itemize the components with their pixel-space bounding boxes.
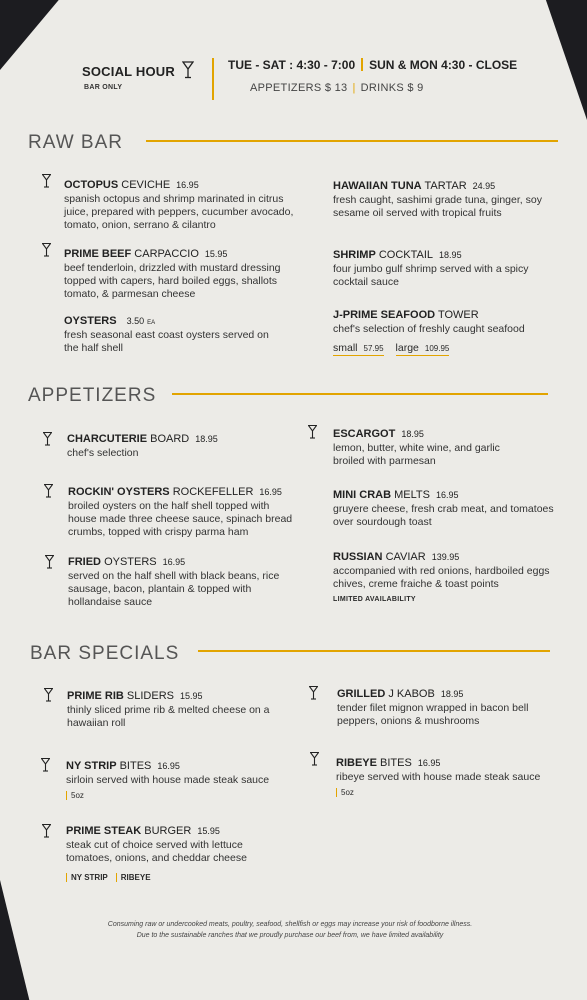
price-divider: | bbox=[352, 82, 356, 94]
appetizers-price: APPETIZERS $ 13 bbox=[250, 82, 348, 94]
social-hour-title: SOCIAL HOUR bbox=[82, 64, 175, 79]
item-name-bold: ROCKIN' OYSTERS bbox=[68, 486, 170, 498]
item-name: ROCKEFELLER bbox=[172, 486, 254, 498]
item-name-bold: PRIME RIB bbox=[67, 690, 124, 702]
item-price: 139.95 bbox=[431, 552, 460, 562]
item-name: MELTS bbox=[394, 489, 430, 501]
item-price: 16.95 bbox=[259, 487, 282, 497]
item-name: BURGER bbox=[144, 825, 192, 837]
hours-sun-mon: SUN & MON 4:30 - CLOSE bbox=[369, 58, 518, 72]
cocktail-glass-icon bbox=[44, 484, 53, 498]
cocktail-glass-icon bbox=[41, 758, 50, 772]
item-description: sirloin served with house made steak sauce bbox=[66, 774, 270, 786]
item-price: 24.95 bbox=[472, 181, 496, 191]
social-prices bbox=[250, 82, 424, 94]
item-price: 18.95 bbox=[195, 434, 218, 444]
menu-item-russian-caviar bbox=[333, 551, 563, 603]
item-price: 16.95 bbox=[162, 557, 186, 567]
menu-item-prime-beef-carpaccio bbox=[64, 248, 304, 301]
item-description: served on the half shell with black beans, rice sausage, bacon, plantain & topped with hollandaise sauce bbox=[68, 570, 280, 608]
item-price: 16.95 bbox=[157, 761, 180, 771]
cocktail-glass-icon bbox=[182, 61, 194, 79]
item-name: SLIDERS bbox=[126, 690, 174, 702]
item-name-bold: GRILLED bbox=[337, 688, 386, 700]
item-description: accompanied with red onions, hardboiled eggs chives, creme fraiche & toast points bbox=[333, 565, 550, 590]
bar-specials-heading: BAR SPECIALS bbox=[30, 643, 180, 664]
footer-line-2: Due to the sustainable ranches that we proudly purchase our beef from, we have limited availability bbox=[136, 932, 444, 939]
item-name-bold: RIBEYE bbox=[336, 757, 377, 769]
tower-small-price: 57.95 bbox=[363, 344, 384, 353]
menu-item-shrimp-cocktail bbox=[333, 249, 533, 289]
hours-tue-sat: TUE - SAT : 4:30 - 7:00 bbox=[228, 58, 356, 72]
item-description: spanish octopus and shrimp marinated in citrus juice, prepared with peppers, cucumber avocado, tomato, onion, serrano & cilantro bbox=[64, 193, 294, 231]
portion-tag: 5oz bbox=[336, 788, 354, 797]
cut-option-ny-strip: NY STRIP bbox=[66, 873, 108, 882]
item-name: BITES bbox=[119, 760, 152, 772]
item-name: OYSTERS bbox=[104, 556, 157, 568]
item-name: COCKTAIL bbox=[378, 249, 434, 261]
cocktail-glass-icon bbox=[310, 752, 319, 766]
cocktail-glass-icon bbox=[42, 243, 51, 257]
hours-divider bbox=[361, 58, 363, 71]
item-price-unit: EA bbox=[147, 320, 156, 326]
item-description: beef tenderloin, drizzled with mustard dressing topped with capers, hard boiled eggs, shallots tomato, & parmesan cheese bbox=[64, 262, 281, 300]
menu-item-rockin-oysters bbox=[68, 486, 293, 539]
cocktail-glass-icon bbox=[308, 425, 317, 439]
item-name-bold: CHARCUTERIE bbox=[67, 433, 148, 445]
item-name: BOARD bbox=[150, 433, 190, 445]
item-description: tender filet mignon wrapped in bacon bell peppers, onions & mushrooms bbox=[337, 702, 529, 727]
item-name-bold: OCTOPUS bbox=[64, 179, 119, 191]
bar-specials-rule bbox=[198, 650, 550, 652]
item-description: thinly sliced prime rib & melted cheese on a hawaiian roll bbox=[67, 704, 270, 729]
item-name: CEVICHE bbox=[121, 179, 171, 191]
item-price: 18.95 bbox=[440, 689, 464, 699]
footer-disclaimer bbox=[80, 919, 500, 941]
item-name: CAVIAR bbox=[385, 551, 426, 563]
item-description: fresh seasonal east coast oysters served on the half shell bbox=[64, 329, 269, 354]
item-name-bold: SHRIMP bbox=[333, 249, 376, 261]
item-name-bold: FRIED bbox=[68, 556, 101, 568]
menu-item-ribeye-bites bbox=[336, 757, 556, 797]
menu-item-hawaiian-tuna bbox=[333, 180, 558, 220]
item-name-bold: PRIME STEAK bbox=[66, 825, 142, 837]
item-name-bold: OYSTERS bbox=[64, 315, 117, 327]
item-name: TARTAR bbox=[424, 180, 467, 192]
item-description: chef's selection bbox=[67, 447, 139, 459]
item-name: BITES bbox=[380, 757, 412, 769]
tower-size-small: small 57.95 bbox=[333, 342, 384, 354]
item-description: fresh caught, sashimi grade tuna, ginger, soy sesame oil served with tropical fruits bbox=[333, 194, 542, 219]
item-name-bold: MINI CRAB bbox=[333, 489, 392, 501]
item-name-bold: RUSSIAN bbox=[333, 551, 383, 563]
limited-availability-note: LIMITED AVAILABILITY bbox=[333, 596, 416, 603]
cocktail-glass-icon bbox=[44, 688, 53, 702]
menu-item-escargot bbox=[333, 428, 533, 468]
item-description: gruyere cheese, fresh crab meat, and tomatoes over sourdough toast bbox=[333, 503, 554, 528]
menu-item-prime-steak-burger bbox=[66, 825, 281, 882]
menu-item-charcuterie bbox=[67, 433, 267, 460]
raw-bar-heading: RAW BAR bbox=[28, 132, 123, 153]
menu-item-fried-oysters bbox=[68, 556, 290, 609]
item-price: 15.95 bbox=[179, 691, 203, 701]
menu-item-octopus-ceviche bbox=[64, 179, 309, 232]
item-description: broiled oysters on the half shell topped with house made three cheese sauce, spinach bread crumbs, topped with crispy parma ham bbox=[68, 500, 293, 538]
item-name-bold: ESCARGOT bbox=[333, 428, 396, 440]
item-name-bold: HAWAIIAN TUNA bbox=[333, 180, 422, 192]
cut-option-ribeye: RIBEYE bbox=[116, 873, 151, 882]
item-name-bold: J-PRIME SEAFOOD bbox=[333, 309, 436, 321]
item-name-bold: NY STRIP bbox=[66, 760, 117, 772]
item-price: 16.95 bbox=[435, 490, 459, 500]
item-description: chef's selection of freshly caught seafood bbox=[333, 323, 525, 335]
drinks-price: DRINKS $ 9 bbox=[360, 82, 424, 94]
menu-item-grilled-j-kabob bbox=[337, 688, 557, 728]
item-description: ribeye served with house made steak sauce bbox=[336, 771, 541, 783]
item-price: 18.95 bbox=[439, 250, 462, 260]
tower-size-large: large 109.95 bbox=[395, 342, 450, 354]
header-divider bbox=[212, 58, 214, 100]
menu-item-mini-crab-melts bbox=[333, 489, 558, 529]
item-price: 16.95 bbox=[176, 180, 199, 190]
item-price: 3.50 bbox=[126, 316, 145, 326]
portion-tag: 5oz bbox=[66, 791, 84, 800]
menu-item-ny-strip-bites bbox=[66, 760, 286, 800]
menu-item-oysters bbox=[64, 315, 284, 355]
cocktail-glass-icon bbox=[309, 686, 318, 700]
item-name: CARPACCIO bbox=[134, 248, 199, 260]
footer-line-1: Consuming raw or undercooked meats, poultry, seafood, shellfish or eggs may increase your risk of foodborne illness. bbox=[107, 921, 473, 928]
menu-item-seafood-tower bbox=[333, 309, 553, 354]
item-description: four jumbo gulf shrimp served with a spicy cocktail sauce bbox=[333, 263, 529, 288]
cocktail-glass-icon bbox=[43, 432, 52, 446]
hours bbox=[228, 58, 517, 72]
item-price: 15.95 bbox=[204, 249, 228, 259]
item-description: steak cut of choice served with lettuce tomatoes, onions, and cheddar cheese bbox=[66, 839, 247, 864]
item-name: TOWER bbox=[437, 309, 479, 321]
cocktail-glass-icon bbox=[45, 555, 54, 569]
item-price: 18.95 bbox=[401, 429, 424, 439]
item-name: J KABOB bbox=[388, 688, 435, 700]
raw-bar-rule bbox=[146, 140, 558, 142]
appetizers-rule bbox=[172, 393, 548, 395]
bar-only-label: BAR ONLY bbox=[84, 84, 123, 91]
tower-large-price: 109.95 bbox=[424, 344, 450, 353]
item-description: lemon, butter, white wine, and garlic broiled with parmesan bbox=[333, 442, 500, 467]
cocktail-glass-icon bbox=[42, 174, 51, 188]
menu-item-prime-rib-sliders bbox=[67, 690, 277, 730]
item-price: 15.95 bbox=[197, 826, 220, 836]
cocktail-glass-icon bbox=[42, 824, 51, 838]
appetizers-heading: APPETIZERS bbox=[28, 385, 157, 406]
item-price: 16.95 bbox=[417, 758, 441, 768]
item-name-bold: PRIME BEEF bbox=[64, 248, 132, 260]
